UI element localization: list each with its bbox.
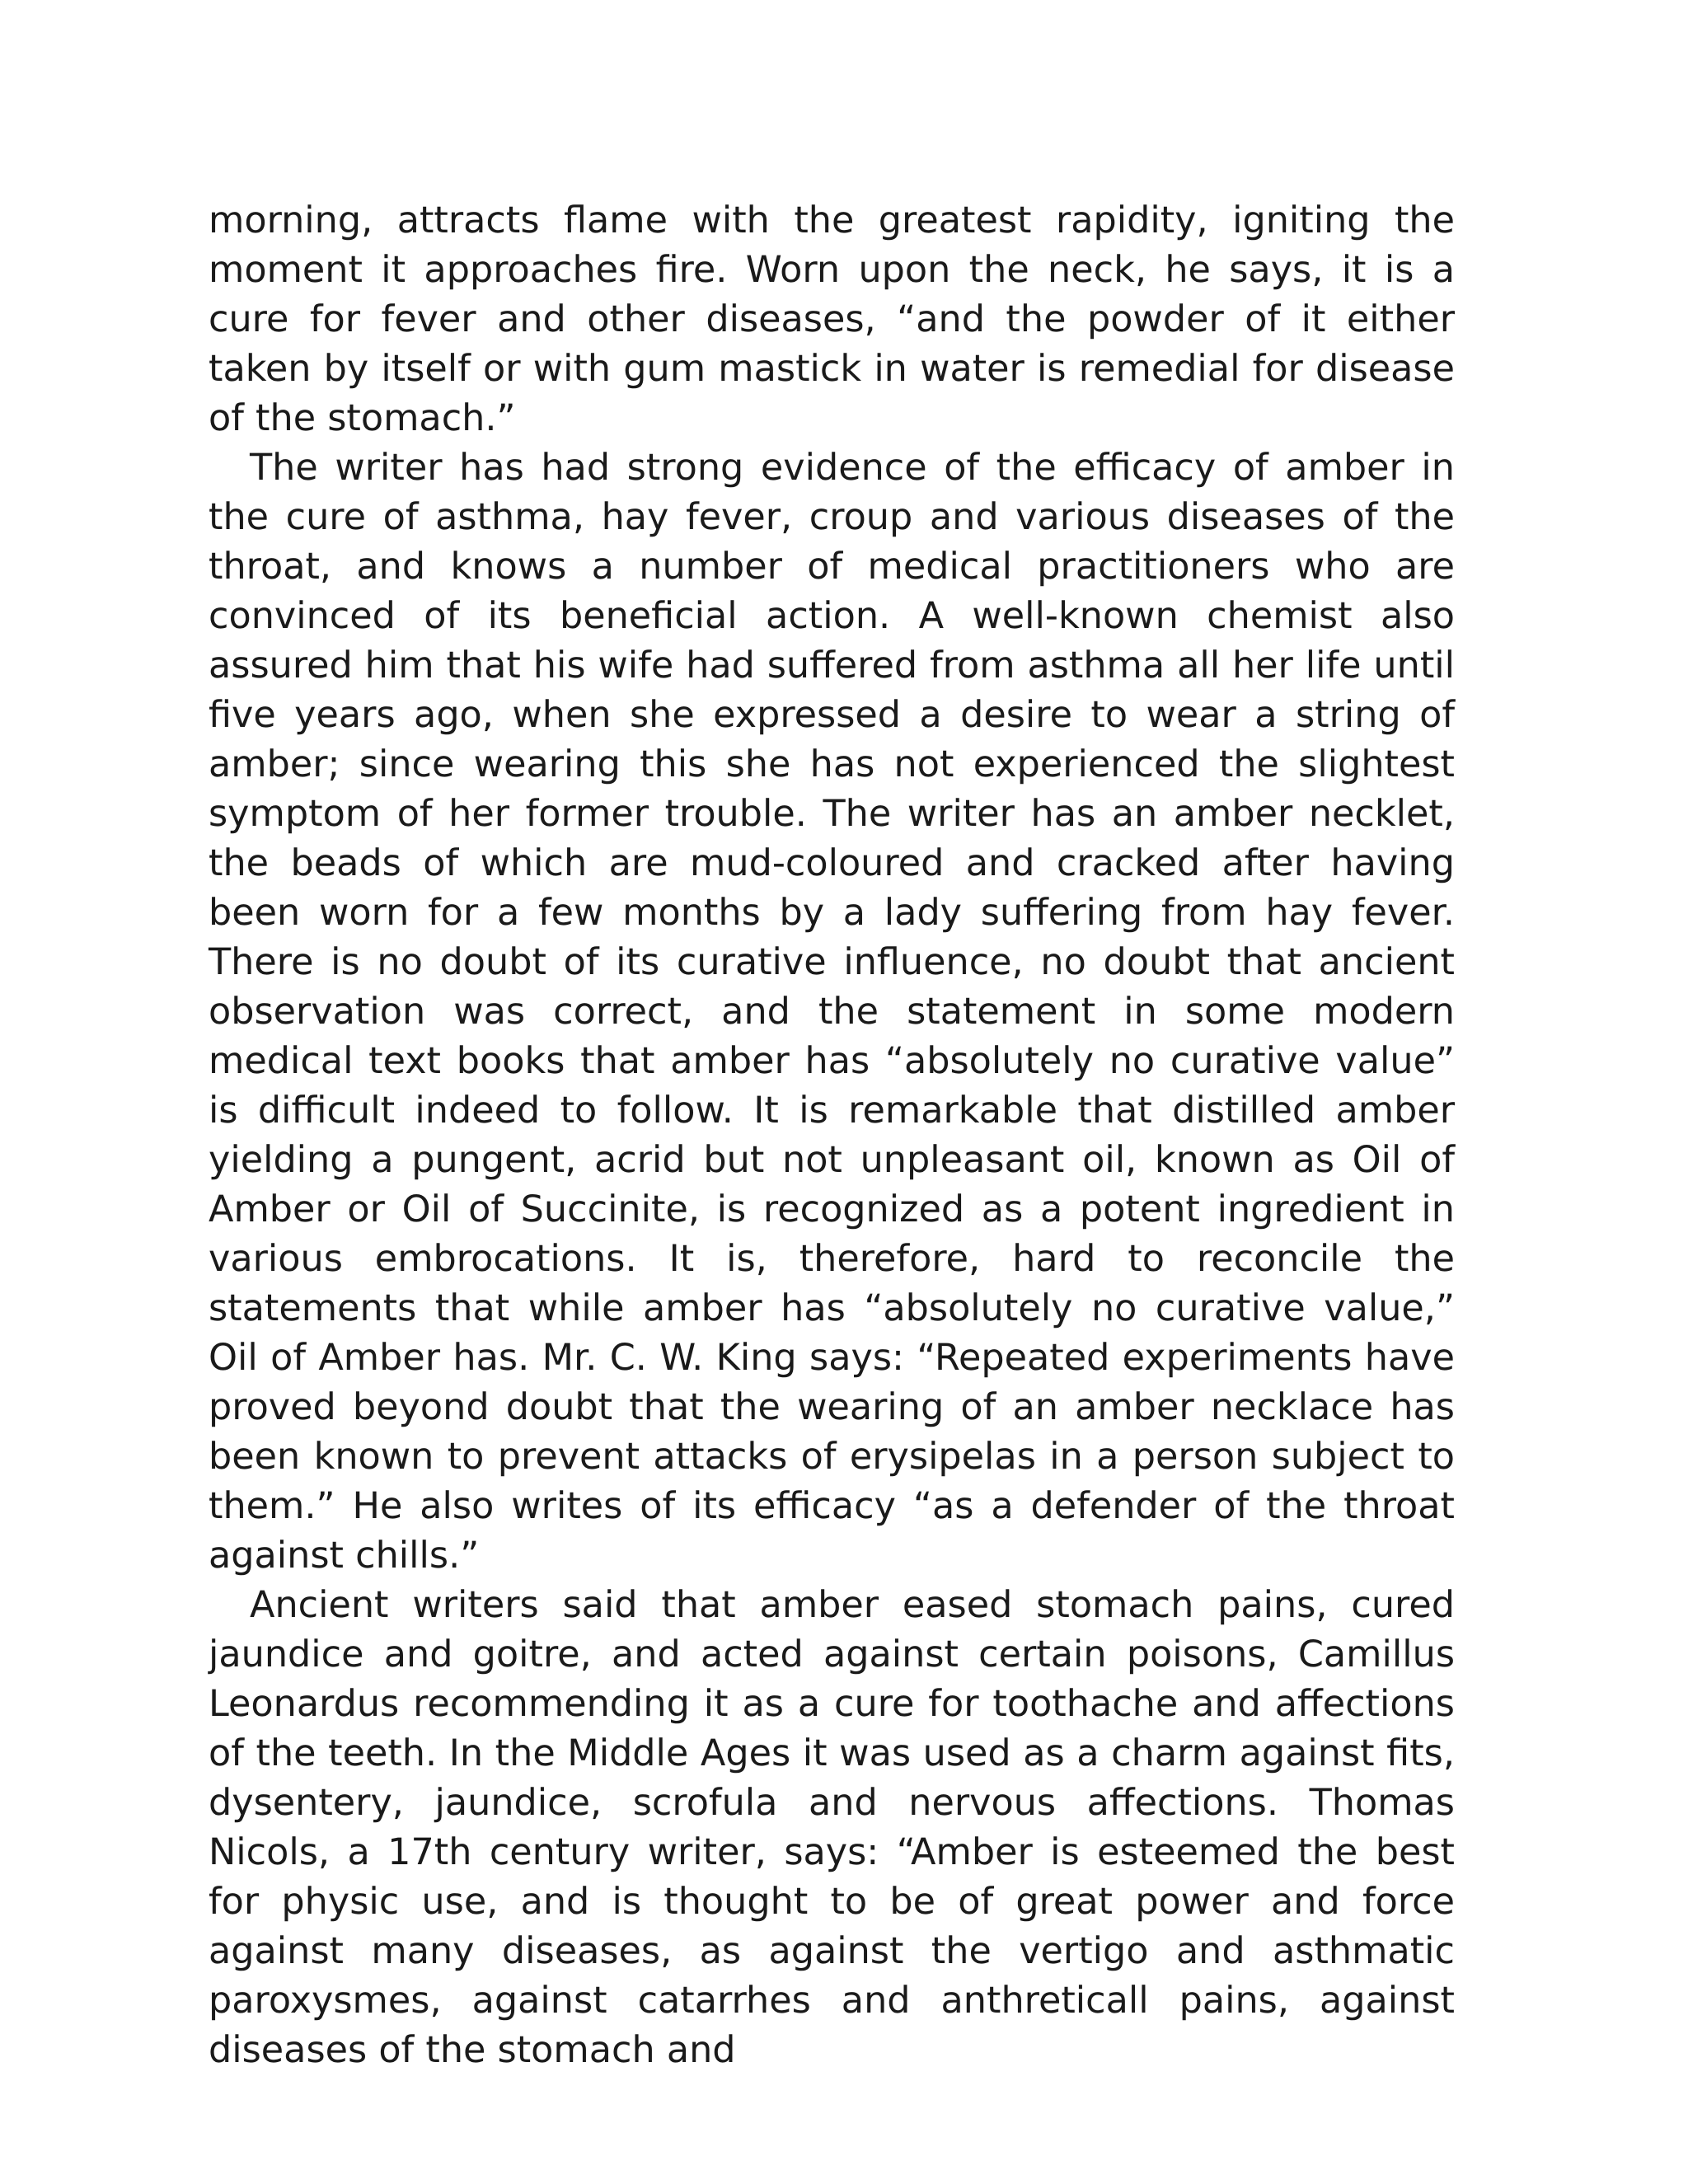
paragraph-fire-and-fever: morning, attracts flame with the greatest rapidity, igniting the moment it approaches fire. Worn upon the neck, he says, it is a cure for fever and other diseases, “and the powder of it either taken by itself or with gum mastick in water is remedial for disease of the stomach.”: [209, 199, 1455, 439]
paragraph-writer-evidence: The writer has had strong evidence of the efficacy of amber in the cure of asthma, hay fever, croup and various diseases of the throat, and knows a number of medical practitioners who are convinced of its beneficial action. A well-known chemist also assured him that his wife had suffered from asthma all her life until five years ago, when she expressed a desire to wear a string of amber; since wearing this she has not experienced the slightest symptom of her former trouble. The writer has an amber necklet, the beads of which are mud-coloured and cracked after having been worn for a few months by a lady suffering from hay fever. There is no doubt of its curative influence, no doubt that ancient observation was correct, and the statement in some modern medical text books that amber has “absolutely no curative value” is difficult indeed to follow. It is remarkable that distilled amber yielding a pungent, acrid but not unpleasant oil, known as Oil of Amber or Oil of Succinite, is recognized as a potent ingredient in various embrocations. It is, therefore, hard to reconcile the statements that while amber has “absolutely no curative value,” Oil of Amber has. Mr. C. W. King says: “Repeated experiments have proved beyond doubt that the wearing of an amber necklace has been known to prevent attacks of erysipelas in a person subject to them.” He also writes of its efficacy “as a defender of the throat against chills.”: [209, 447, 1455, 1577]
page-body: [209, 196, 1455, 2075]
paragraph-ancient-writers: Ancient writers said that amber eased stomach pains, cured jaundice and goitre, and acted against certain poisons, Camillus Leonardus recommending it as a cure for toothache and affections of the teeth. In the Middle Ages it was used as a charm against fits, dysentery, jaundice, scrofula and nervous affections. Thomas Nicols, a 17th century writer, says: “Amber is esteemed the best for physic use, and is thought to be of great power and force against many diseases, as against the vertigo and asthmatic paroxysmes, against catarrhes and anthreticall pains, against diseases of the stomach and: [209, 1584, 1455, 2071]
